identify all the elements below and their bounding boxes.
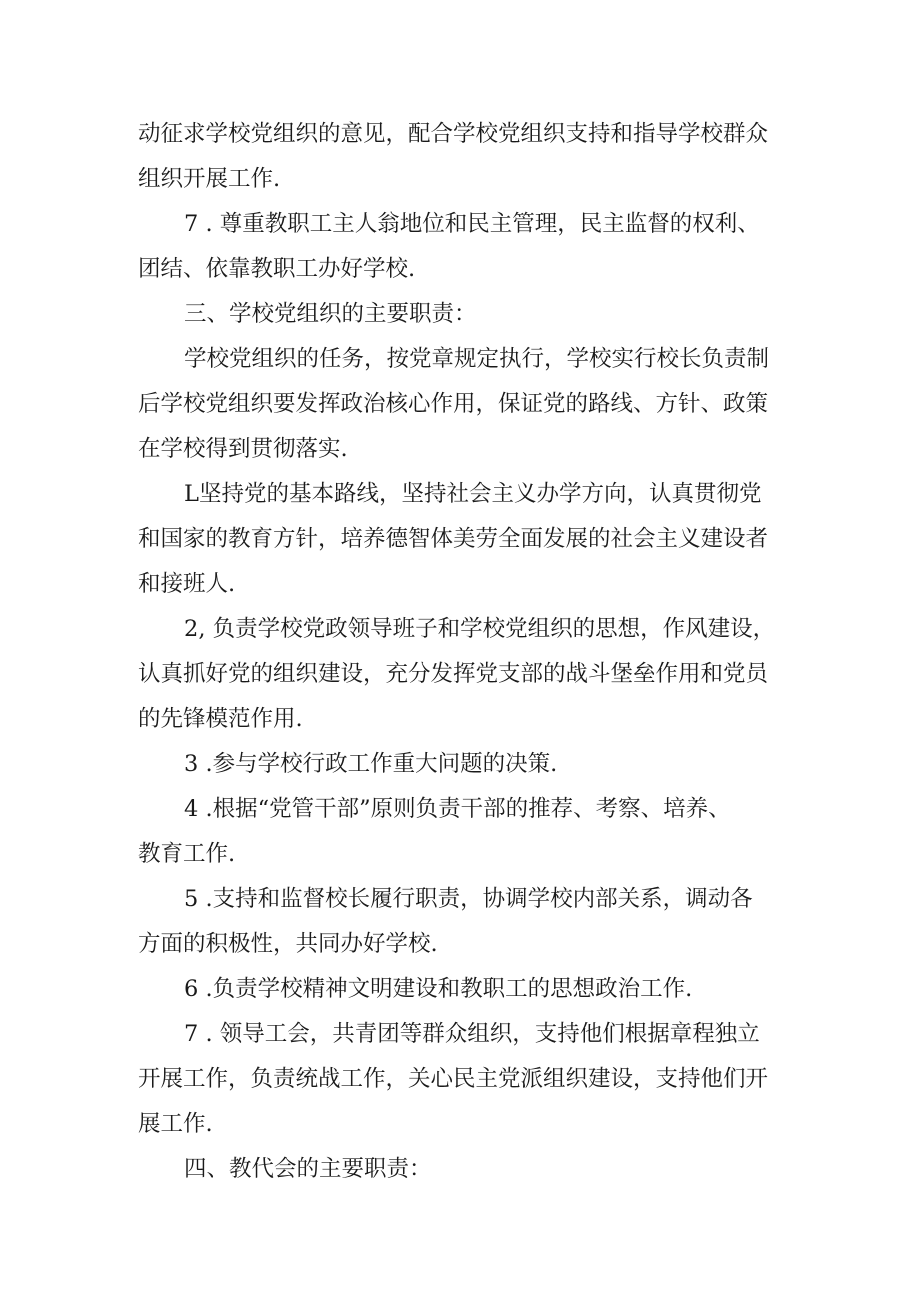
paragraph-line: 6 .负责学校精神文明建设和教职工的思想政治工作. <box>184 976 693 1002</box>
paragraph-line: 三、学校党组织的主要职责： <box>184 301 477 327</box>
paragraph-line: L坚持党的基本路线，坚持社会主义办学方向，认真贯彻党 <box>184 481 762 507</box>
document-paragraph <box>138 877 788 967</box>
paragraph-line: 7 . 领导工会，共青团等群众组织，支持他们根据章程独立 <box>184 1021 760 1047</box>
paragraph-line: 方面的积极性，共同办好学校. <box>138 931 438 957</box>
document-paragraph <box>138 1147 788 1192</box>
paragraph-line: 5 .支持和监督校长履行职责，协调学校内部关系，调动各 <box>184 886 753 912</box>
paragraph-line: 学校党组织的任务，按党章规定执行，学校实行校长负责制 <box>184 346 770 372</box>
paragraph-line: 4 .根据“党管干部”原则负责干部的推荐、考察、培养、 <box>184 796 731 822</box>
document-paragraph <box>138 112 788 202</box>
paragraph-line: 2, 负责学校党政领导班子和学校党组织的思想，作风建设， <box>184 616 776 642</box>
paragraph-line: 动征求学校党组织的意见，配合学校党组织支持和指导学校群众 <box>138 121 769 147</box>
paragraph-line: 3 .参与学校行政工作重大问题的决策. <box>184 751 558 777</box>
paragraph-line: 7 . 尊重教职工主人翁地位和民主管理，民主监督的权利、 <box>184 211 760 237</box>
document-paragraph <box>138 607 788 742</box>
paragraph-line: 展工作. <box>138 1111 213 1137</box>
document-body <box>138 112 788 1192</box>
document-paragraph <box>138 787 788 877</box>
document-paragraph <box>138 472 788 607</box>
document-paragraph <box>138 202 788 292</box>
paragraph-line: 的先锋模范作用. <box>138 706 303 732</box>
paragraph-line: 开展工作，负责统战工作，关心民主党派组织建设，支持他们开 <box>138 1066 769 1092</box>
document-paragraph <box>138 292 788 337</box>
paragraph-line: 在学校得到贯彻落实. <box>138 436 348 462</box>
document-paragraph <box>138 742 788 787</box>
paragraph-line: 和接班人. <box>138 571 236 597</box>
document-paragraph <box>138 1012 788 1147</box>
paragraph-line: 教育工作. <box>138 841 236 867</box>
paragraph-line: 后学校党组织要发挥政治核心作用，保证党的路线、方针、政策 <box>138 391 769 417</box>
paragraph-line: 认真抓好党的组织建设，充分发挥党支部的战斗堡垒作用和党员 <box>138 661 769 687</box>
paragraph-line: 和国家的教育方针，培养德智体美劳全面发展的社会主义建设者 <box>138 526 769 552</box>
document-paragraph <box>138 967 788 1012</box>
paragraph-line: 四、教代会的主要职责： <box>184 1156 432 1182</box>
paragraph-line: 团结、依靠教职工办好学校. <box>138 256 416 282</box>
document-paragraph <box>138 337 788 472</box>
paragraph-line: 组织开展工作. <box>138 166 281 192</box>
